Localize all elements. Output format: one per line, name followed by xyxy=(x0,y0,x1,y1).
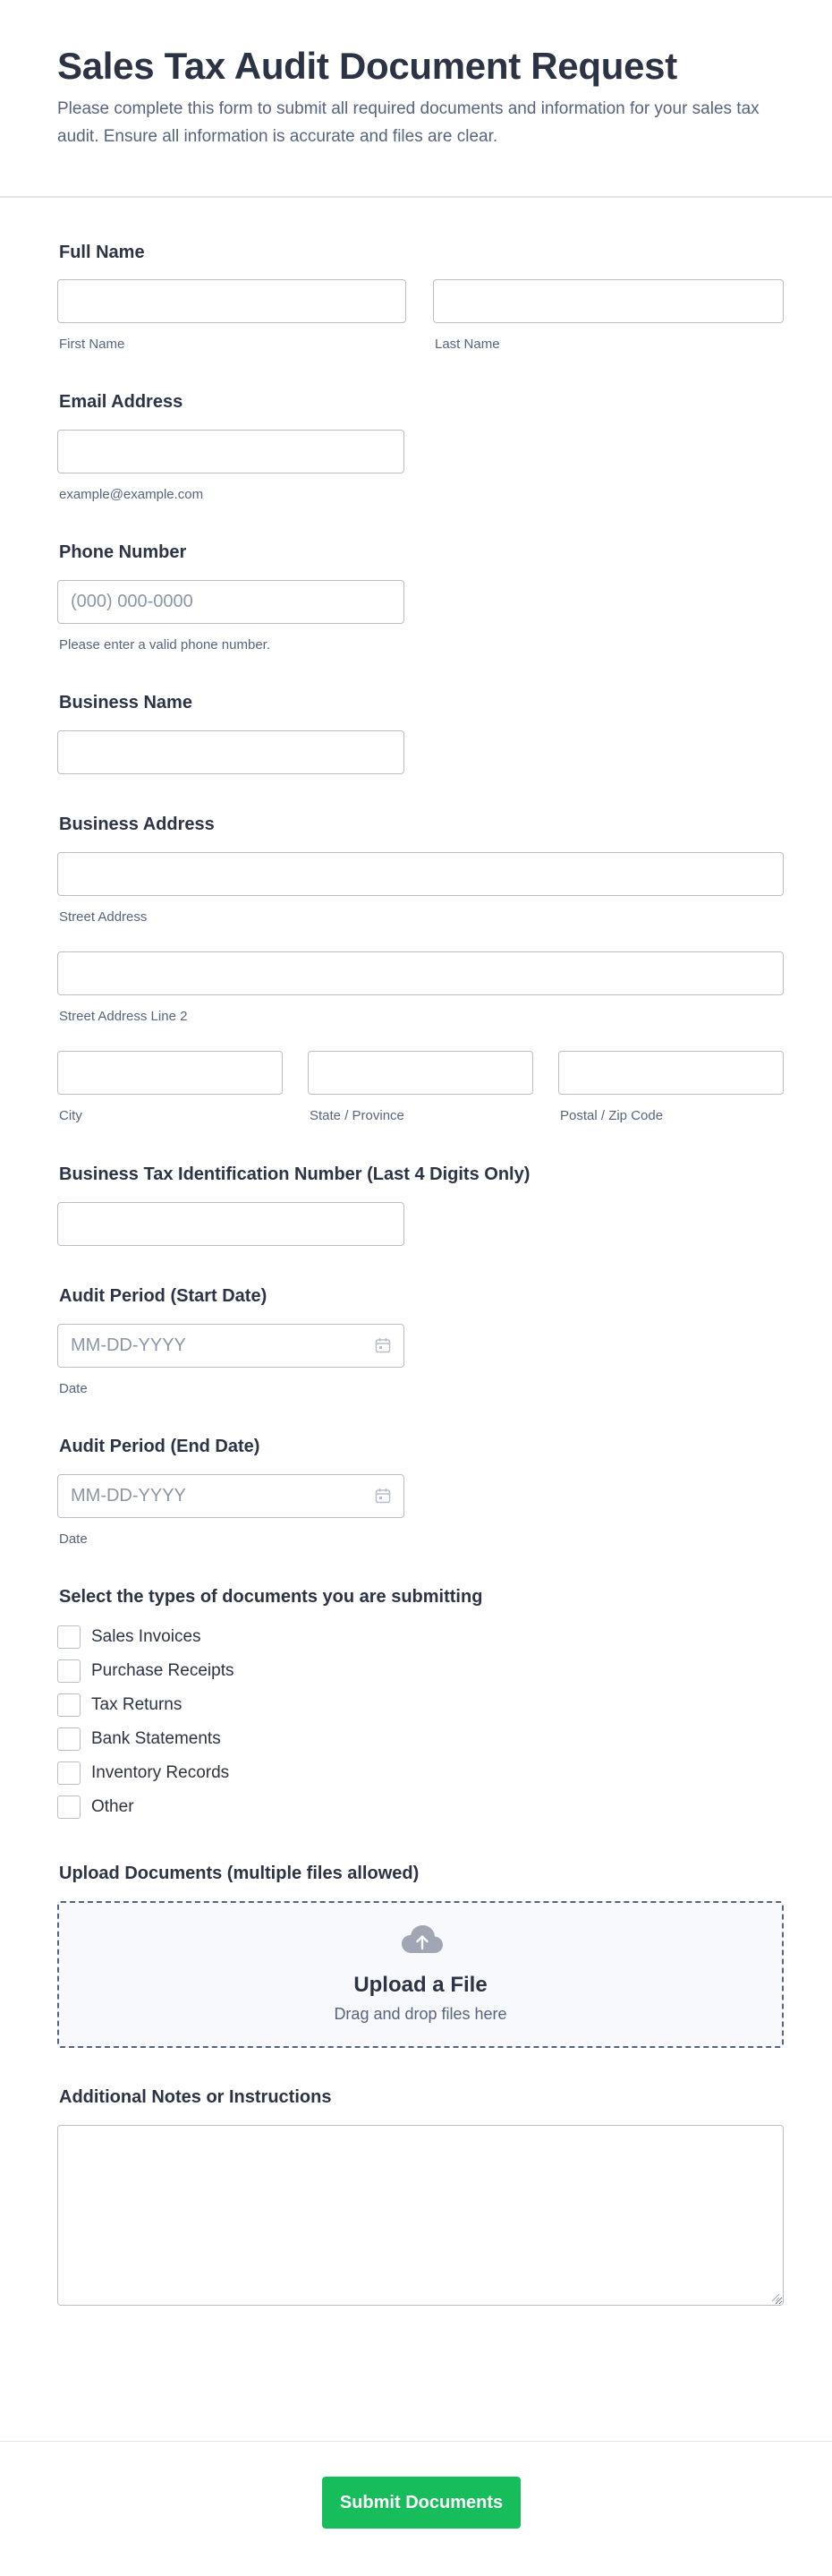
phone-sublabel: Please enter a valid phone number. xyxy=(59,637,270,653)
checkbox-other[interactable] xyxy=(57,1796,134,1819)
audit-start-date-input[interactable] xyxy=(58,1325,362,1367)
first-name-input[interactable] xyxy=(57,279,406,323)
notes-textarea[interactable] xyxy=(57,2125,784,2306)
business-name-label: Business Name xyxy=(59,693,192,712)
checkbox-label: Other xyxy=(91,1797,134,1816)
notes-label: Additional Notes or Instructions xyxy=(59,2087,332,2107)
business-address-label: Business Address xyxy=(59,815,215,834)
phone-label: Phone Number xyxy=(59,542,187,562)
checkbox[interactable] xyxy=(57,1727,81,1751)
upload-label: Upload Documents (multiple files allowed) xyxy=(59,1864,420,1883)
cloud-upload-icon xyxy=(400,1923,445,1957)
postal-code-sublabel: Postal / Zip Code xyxy=(560,1108,664,1123)
city-input[interactable] xyxy=(57,1051,283,1095)
business-name-input[interactable] xyxy=(57,730,404,774)
checkbox-tax-returns[interactable] xyxy=(57,1693,182,1717)
checkbox[interactable] xyxy=(57,1659,81,1683)
phone-input[interactable] xyxy=(57,580,404,624)
email-sublabel: example@example.com xyxy=(59,487,204,502)
audit-start-sublabel: Date xyxy=(59,1381,88,1396)
checkbox-inventory-records[interactable] xyxy=(57,1761,229,1785)
checkbox-purchase-receipts[interactable] xyxy=(57,1659,233,1683)
street-address-line2-sublabel: Street Address Line 2 xyxy=(59,1009,188,1024)
state-input[interactable] xyxy=(308,1051,533,1095)
tax-id-input[interactable] xyxy=(57,1202,404,1246)
submit-button[interactable]: Submit Documents xyxy=(322,2477,521,2529)
calendar-icon[interactable] xyxy=(375,1337,391,1353)
audit-end-sublabel: Date xyxy=(59,1531,88,1547)
street-address-sublabel: Street Address xyxy=(59,909,148,925)
resize-grip-icon[interactable] xyxy=(769,2291,780,2302)
street-address-input[interactable] xyxy=(57,852,784,896)
last-name-input[interactable] xyxy=(433,279,784,323)
audit-end-date-field[interactable] xyxy=(57,1474,404,1518)
checkbox-label: Tax Returns xyxy=(91,1695,183,1714)
audit-start-label: Audit Period (Start Date) xyxy=(59,1286,267,1306)
first-name-sublabel: First Name xyxy=(59,337,125,352)
checkbox-label: Purchase Receipts xyxy=(91,1661,234,1680)
checkbox-label: Sales Invoices xyxy=(91,1627,201,1646)
last-name-sublabel: Last Name xyxy=(435,337,500,352)
checkbox[interactable] xyxy=(57,1625,81,1649)
calendar-icon[interactable] xyxy=(375,1488,391,1504)
documents-label: Select the types of documents you are submitting xyxy=(59,1587,483,1607)
checkbox[interactable] xyxy=(57,1693,81,1717)
postal-code-input[interactable] xyxy=(558,1051,784,1095)
tax-id-label: Business Tax Identification Number (Last 4 Digits Only) xyxy=(59,1164,531,1184)
email-input[interactable] xyxy=(57,430,404,473)
email-label: Email Address xyxy=(59,392,183,412)
city-sublabel: City xyxy=(59,1108,82,1123)
street-address-line2-input[interactable] xyxy=(57,951,784,995)
checkbox-bank-statements[interactable] xyxy=(57,1727,221,1751)
full-name-label: Full Name xyxy=(59,243,145,262)
form-header xyxy=(0,0,832,198)
audit-end-date-input[interactable] xyxy=(58,1475,362,1517)
audit-start-date-field[interactable] xyxy=(57,1324,404,1368)
checkbox-label: Inventory Records xyxy=(91,1763,230,1782)
upload-subtitle: Drag and drop files here xyxy=(334,2005,507,2023)
page-title: Sales Tax Audit Document Request xyxy=(57,45,677,87)
audit-end-label: Audit Period (End Date) xyxy=(59,1437,260,1456)
checkbox-label: Bank Statements xyxy=(91,1729,221,1748)
state-sublabel: State / Province xyxy=(310,1108,404,1123)
upload-title: Upload a File xyxy=(353,1973,488,1997)
checkbox-sales-invoices[interactable] xyxy=(57,1625,201,1649)
file-upload-dropzone[interactable] xyxy=(57,1901,784,2048)
page-description: Please complete this form to submit all required documents and information for your sales tax audit. Ensure all information is accurate and files are clear. xyxy=(57,99,760,146)
checkbox[interactable] xyxy=(57,1761,81,1785)
checkbox[interactable] xyxy=(57,1796,81,1819)
